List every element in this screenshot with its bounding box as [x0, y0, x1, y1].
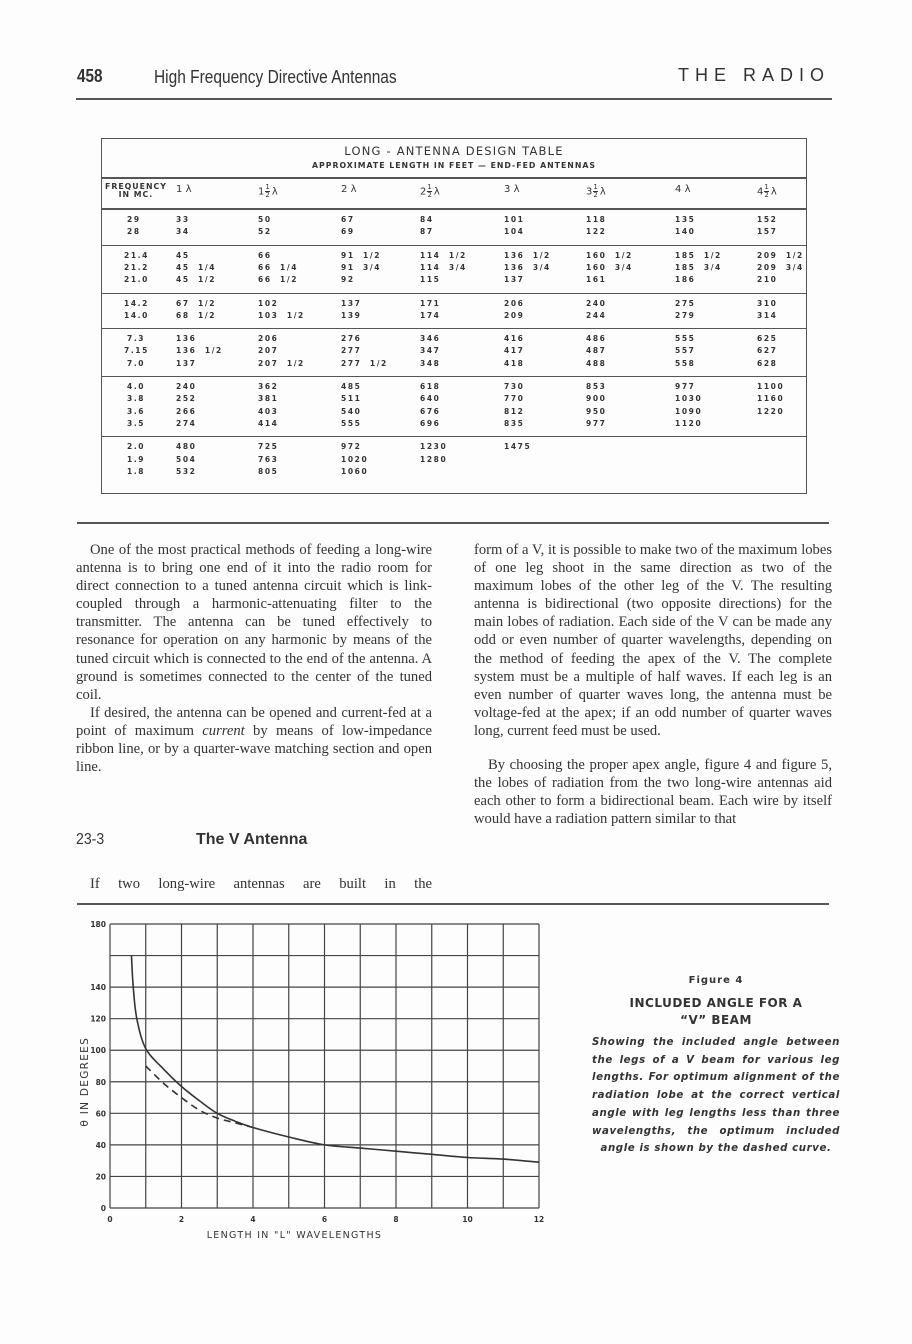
right-column: [474, 541, 832, 828]
length-cell: 627: [757, 346, 778, 356]
length-cell: 900: [586, 394, 607, 404]
length-cell: 45 1/2: [176, 275, 217, 285]
table-subtitle: APPROXIMATE LENGTH IN FEET — END-FED ANTENNAS: [311, 161, 597, 170]
left-column: [76, 541, 432, 776]
length-cell: 1100: [757, 382, 785, 391]
freq-header-line1: FREQUENCY: [105, 182, 167, 191]
frequency-cell: 2.0: [127, 442, 146, 452]
length-cell: 137: [341, 298, 362, 308]
figure-title-line1: INCLUDED ANGLE FOR A: [629, 996, 803, 1010]
length-cell: 186: [675, 275, 696, 285]
length-cell: 770: [504, 394, 525, 404]
length-cell: 136 1/2: [176, 346, 223, 356]
frequency-cell: 1.8: [127, 466, 146, 476]
length-cell: 1475: [504, 442, 532, 452]
y-tick-label: 180: [90, 920, 106, 929]
length-cell: 347: [420, 346, 441, 356]
length-cell: 277 1/2: [341, 358, 388, 368]
length-cell: 555: [341, 418, 362, 428]
left-column-continued: [76, 875, 432, 893]
length-cell: 805: [258, 466, 279, 476]
length-cell: 185 3/4: [675, 262, 722, 272]
length-cell: 511: [341, 394, 362, 404]
length-cell: 160 1/2: [586, 250, 633, 260]
emphasis: current: [202, 722, 245, 739]
length-cell: 835: [504, 418, 525, 428]
length-cell: 206: [258, 334, 279, 344]
length-cell: 45: [176, 250, 190, 260]
length-cell: 381: [258, 394, 279, 404]
length-cell: 977: [675, 382, 696, 391]
length-cell: 1160: [757, 394, 785, 404]
length-cell: 403: [258, 406, 279, 416]
length-cell: 67: [341, 215, 355, 224]
length-cell: 34: [176, 227, 190, 237]
length-cell: 487: [586, 346, 607, 356]
length-cell: 252: [176, 394, 197, 404]
frequency-cell: 3.5: [127, 418, 146, 428]
length-cell: 206: [504, 298, 525, 308]
length-cell: 52: [258, 227, 272, 237]
length-cell: 135: [675, 215, 696, 224]
text: by means of low-impedance ribbon line, or by a quarter-wave matching section and open line.: [76, 722, 432, 776]
section-title: The V Antenna: [196, 831, 308, 848]
y-tick-label: 120: [90, 1014, 106, 1024]
group-divider: [102, 293, 806, 294]
length-cell: 1030: [675, 394, 703, 404]
length-cell: 628: [757, 358, 778, 368]
length-cell: 414: [258, 418, 279, 428]
length-cell: 91 1/2: [341, 250, 382, 260]
length-cell: 84: [420, 215, 434, 224]
length-cell: 137: [176, 358, 197, 368]
x-tick-label: 8: [393, 1215, 399, 1224]
length-cell: 45 1/4: [176, 262, 217, 272]
frequency-cell: 7.0: [127, 358, 146, 368]
frequency-cell: 14.0: [124, 310, 149, 320]
length-cell: 972: [341, 442, 362, 452]
length-cell: 104: [504, 227, 525, 237]
length-cell: 676: [420, 406, 441, 416]
length-cell: 486: [586, 334, 607, 344]
length-cell: 418: [504, 358, 525, 368]
frequency-cell: 7.15: [124, 346, 149, 356]
length-cell: 91 3/4: [341, 262, 382, 272]
book-title: THE RADIO: [677, 65, 830, 85]
length-cell: 136 1/2: [504, 250, 551, 260]
x-tick-label: 12: [533, 1215, 545, 1224]
length-cell: 763: [258, 454, 279, 464]
length-cell: 730: [504, 382, 525, 391]
length-cell: 207 1/2: [258, 358, 305, 368]
paragraph: One of the most practical methods of feeding a long-wire antenna is to bring one end of it into the radio room for direct connection to a tuned antenna circuit which is link-coupled through a harmonic-attenuating filter to the transmitter. The antenna can be tuned effectively to resonance for operation on any harmonic by means of the tuned circuit which is connected to the end of the antenna. A ground is sometimes connected to the center of the tuned coil.: [76, 542, 432, 703]
length-cell: 67 1/2: [176, 298, 217, 308]
y-tick-label: 0: [100, 1204, 106, 1213]
x-tick-label: 6: [321, 1215, 328, 1224]
length-cell: 161: [586, 275, 607, 285]
figure-rule: [77, 903, 829, 905]
length-cell: 137: [504, 275, 525, 285]
text: If desired, the antenna can be opened and current-fed at a point of maximum: [76, 704, 432, 739]
length-cell: 69: [341, 227, 355, 237]
paragraph: If two long-wire antennas are built in the: [90, 876, 432, 892]
length-cell: 618: [420, 382, 441, 391]
length-cell: 557: [675, 346, 696, 356]
length-cell: 115: [420, 275, 441, 285]
length-cell: 950: [586, 406, 607, 416]
length-cell: 540: [341, 406, 362, 416]
y-tick-label: 140: [90, 983, 106, 993]
paragraph: form of a V, it is possible to make two of the maximum lobes of one leg shoot in the same direction as two of the maximum lobes of the other leg of the V. The resulting antenna is bidirectional (two opposite directions) for the main lobes of radiation. Each side of the V can be made any odd or even number of quarter wavelengths, depending on the method of feeding the apex of the V. The complete system must be a multiple of half waves. If each leg is an even number of quarter waves long, the antenna must be voltage-fed at the apex; if an odd number of quarter waves long, current feed must be used.: [474, 542, 832, 739]
length-cell: 87: [420, 227, 434, 237]
length-cell: 136 3/4: [504, 262, 551, 272]
column-header: 3 λ: [504, 184, 520, 195]
header-rule: [76, 98, 832, 100]
length-cell: 33: [176, 215, 190, 224]
y-tick-label: 40: [95, 1140, 106, 1150]
y-tick-label: 60: [95, 1109, 106, 1119]
chapter-title: High Frequency Directive Antennas: [154, 67, 397, 87]
length-cell: 640: [420, 394, 441, 404]
length-cell: 977: [586, 418, 607, 428]
length-cell: 276: [341, 334, 362, 344]
length-cell: 274: [176, 418, 197, 428]
length-cell: 1120: [675, 418, 703, 428]
frequency-cell: 21.4: [124, 250, 149, 260]
length-cell: 68 1/2: [176, 310, 217, 320]
length-cell: 136: [176, 334, 197, 344]
table-divider: [102, 177, 806, 179]
x-tick-label: 10: [462, 1215, 473, 1224]
length-cell: 725: [258, 442, 279, 452]
length-cell: 488: [586, 358, 607, 368]
length-cell: 1220: [757, 406, 785, 416]
paragraph: [76, 704, 432, 776]
section-rule: [77, 522, 829, 524]
length-cell: 696: [420, 418, 441, 428]
length-cell: 66 1/2: [258, 275, 299, 285]
x-tick-label: 2: [178, 1215, 185, 1224]
length-cell: 1060: [341, 466, 369, 476]
length-cell: 101: [504, 215, 525, 224]
length-cell: 558: [675, 358, 696, 368]
paragraph: By choosing the proper apex angle, figure 4 and figure 5, the lobes of radiation from the two long-wire antennas aid each other to form a bidirectional beam. Each wire by itself would have a radiation pattern similar to that: [474, 757, 832, 828]
length-cell: 92: [341, 275, 355, 285]
length-cell: 209: [504, 310, 525, 320]
column-header: 3 $\frac{1}{2}$ λ: [586, 183, 606, 199]
y-tick-label: 100: [90, 1046, 106, 1056]
length-cell: 207: [258, 346, 279, 356]
frequency-cell: 14.2: [124, 298, 149, 308]
length-cell: 244: [586, 310, 607, 320]
frequency-cell: 7.3: [127, 334, 146, 344]
length-cell: 266: [176, 406, 197, 416]
length-cell: 174: [420, 310, 441, 320]
column-header: 1 λ: [176, 184, 192, 195]
y-tick-label: 20: [95, 1172, 106, 1182]
frequency-cell: 4.0: [127, 382, 146, 391]
length-cell: 160 3/4: [586, 262, 633, 272]
length-cell: 417: [504, 346, 525, 356]
length-cell: 240: [586, 298, 607, 308]
length-cell: 1090: [675, 406, 703, 416]
x-tick-label: 0: [107, 1215, 113, 1224]
group-divider: [102, 376, 806, 377]
length-cell: 625: [757, 334, 778, 344]
y-axis-label: θ IN DEGREES: [79, 1036, 91, 1127]
length-cell: 66 1/4: [258, 262, 299, 272]
length-cell: 103 1/2: [258, 310, 305, 320]
length-cell: 275: [675, 298, 696, 308]
length-cell: 346: [420, 334, 441, 344]
length-cell: 555: [675, 334, 696, 344]
frequency-cell: 29: [127, 215, 141, 224]
figure-number: Figure 4: [688, 975, 744, 986]
length-cell: 1230: [420, 442, 448, 452]
long-antenna-design-table: [101, 138, 807, 494]
length-cell: 66: [258, 250, 272, 260]
length-cell: 277: [341, 346, 362, 356]
length-cell: 157: [757, 227, 778, 237]
figure-caption: Showing the included angle between the legs of a V beam for various leg lengths. For optimum alignment of the radiation lobe at the correct vertical angle with leg lengths less than three wavelengths, the optimum included angle is shown by the dashed curve.: [592, 1037, 840, 1155]
column-header: 2 $\frac{1}{2}$ λ: [420, 183, 440, 199]
frequency-cell: 21.0: [124, 275, 149, 285]
column-header: 2 λ: [341, 184, 357, 195]
table-divider: [102, 208, 806, 210]
column-header: 4 $\frac{1}{2}$ λ: [757, 183, 777, 199]
length-cell: 114 3/4: [420, 262, 467, 272]
length-cell: 480: [176, 442, 197, 452]
column-header: 1 $\frac{1}{2}$ λ: [258, 183, 278, 199]
length-cell: 209 1/2: [757, 250, 804, 260]
length-cell: 210: [757, 275, 778, 285]
x-tick-label: 4: [250, 1215, 256, 1224]
included-angle-chart: [60, 912, 560, 1252]
frequency-cell: 21.2: [124, 262, 149, 272]
length-cell: 185 1/2: [675, 250, 722, 260]
freq-header-line2: IN MC.: [118, 190, 154, 199]
length-cell: 50: [258, 215, 272, 224]
length-cell: 310: [757, 298, 778, 308]
section-number: 23-3: [76, 831, 105, 848]
length-cell: 853: [586, 382, 607, 391]
length-cell: 152: [757, 215, 778, 224]
column-header: 4 λ: [675, 184, 691, 195]
frequency-column-header: [105, 183, 167, 199]
length-cell: 416: [504, 334, 525, 344]
table-title: LONG - ANTENNA DESIGN TABLE: [344, 144, 564, 158]
length-cell: 171: [420, 298, 441, 308]
length-cell: 118: [586, 215, 607, 224]
page-number: 458: [77, 66, 103, 86]
group-divider: [102, 245, 806, 246]
length-cell: 485: [341, 382, 362, 391]
length-cell: 314: [757, 310, 778, 320]
length-cell: 140: [675, 227, 696, 237]
length-cell: 240: [176, 382, 197, 391]
y-tick-label: 80: [95, 1077, 106, 1087]
length-cell: 504: [176, 454, 197, 464]
frequency-cell: 28: [127, 227, 141, 237]
length-cell: 122: [586, 227, 607, 237]
figure-title-line2: “V” BEAM: [680, 1013, 752, 1027]
frequency-cell: 3.8: [127, 394, 146, 404]
figure-title: [592, 995, 840, 1029]
length-cell: 139: [341, 310, 362, 320]
dashed-curve: [146, 1066, 253, 1128]
group-divider: [102, 436, 806, 437]
length-cell: 812: [504, 406, 525, 416]
length-cell: 532: [176, 466, 197, 476]
length-cell: 1020: [341, 454, 369, 464]
frequency-cell: 1.9: [127, 454, 146, 464]
length-cell: 209 3/4: [757, 262, 804, 272]
length-cell: 1280: [420, 454, 448, 464]
length-cell: 114 1/2: [420, 250, 467, 260]
group-divider: [102, 328, 806, 329]
length-cell: 279: [675, 310, 696, 320]
frequency-cell: 3.6: [127, 406, 146, 416]
length-cell: 102: [258, 298, 279, 308]
length-cell: 348: [420, 358, 441, 368]
x-axis-label: LENGTH IN "L" WAVELENGTHS: [206, 1230, 383, 1241]
length-cell: 362: [258, 382, 279, 391]
